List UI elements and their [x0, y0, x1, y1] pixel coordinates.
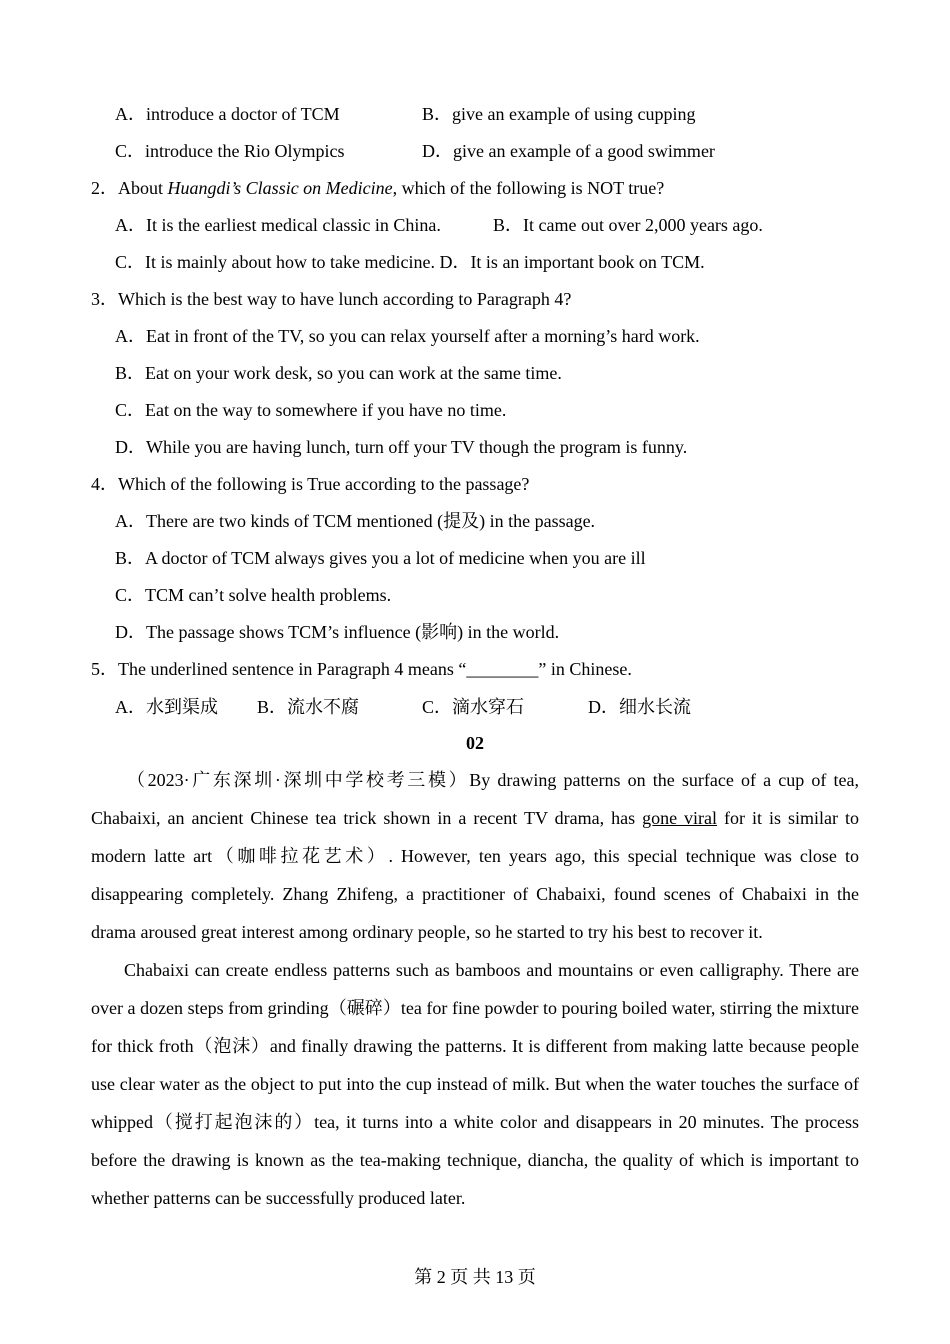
- q2-option-cd: C．It is mainly about how to take medicine. D．It is an important book on TCM.: [115, 252, 705, 272]
- q1-option-c: C．introduce the Rio Olympics: [115, 141, 345, 161]
- book-title: Huangdi’s Classic on Medicine: [167, 178, 393, 198]
- q5-option-d: D．细水长流: [588, 697, 691, 717]
- page-footer: 第 2 页 共 13 页: [414, 1267, 536, 1287]
- passage-paragraph-2: Chabaixi can create endless patterns such as bamboos and mountains or even calligraphy. There are over a dozen steps from grinding（碾碎）tea for fine powder to pouring boiled water, stirring the mixture for thick froth（泡沫）and finally drawing the patterns. It is different from making latte because people use clear water as the object to put into the cup instead of milk. But when the water touches the surface of whipped（搅打起泡沫的）tea, it turns into a white color and disappears in 20 minutes. The process before the drawing is known as the tea-making technique, diancha, the quality of which is important to whether patterns can be successfully produced later.: [91, 960, 859, 1208]
- q5-option-b: B．流水不腐: [257, 697, 360, 717]
- q3-option-d: D．While you are having lunch, turn off your TV though the program is funny.: [115, 437, 688, 457]
- q2-option-b: B．It came out over 2,000 years ago.: [493, 215, 763, 235]
- q1-option-b: B．give an example of using cupping: [422, 104, 696, 124]
- q2-stem: 2．About Huangdi’s Classic on Medicine, which of the following is NOT true?: [91, 178, 665, 198]
- q5-stem: 5．The underlined sentence in Paragraph 4 means “________” in Chinese.: [91, 659, 632, 679]
- underlined-phrase: gone viral: [642, 808, 718, 828]
- q3-option-b: B．Eat on your work desk, so you can work at the same time.: [115, 363, 562, 383]
- q4-stem: 4．Which of the following is True according to the passage?: [91, 474, 530, 494]
- q4-option-a: A．There are two kinds of TCM mentioned (提及) in the passage.: [115, 511, 596, 531]
- q1-option-d: D．give an example of a good swimmer: [422, 141, 715, 161]
- q4-option-d: D．The passage shows TCM’s influence (影响) in the world.: [115, 622, 560, 642]
- section-number: 02: [466, 733, 484, 753]
- q5-option-c: C．滴水穿石: [422, 697, 525, 717]
- q1-option-a: A．introduce a doctor of TCM: [115, 104, 340, 124]
- passage-paragraph-1: （2023·广东深圳·深圳中学校考三模）By drawing patterns on the surface of a cup of tea, Chabaixi, an ancient Chinese tea trick shown in a recent TV drama, has gone viral for it is similar to modern latte art（咖啡拉花艺术）. However, ten years ago, this special technique was close to disappearing completely. Zhang Zhifeng, a practitioner of Chabaixi, found scenes of Chabaixi in the drama aroused great interest among ordinary people, so he started to try his best to recover it.: [91, 770, 859, 942]
- q5-option-a: A．水到渠成: [115, 697, 218, 717]
- q2-option-a: A．It is the earliest medical classic in China.: [115, 215, 441, 235]
- q4-option-b: B．A doctor of TCM always gives you a lot of medicine when you are ill: [115, 548, 646, 568]
- q3-option-a: A．Eat in front of the TV, so you can relax yourself after a morning’s hard work.: [115, 326, 700, 346]
- q4-option-c: C．TCM can’t solve health problems.: [115, 585, 392, 605]
- q3-stem: 3．Which is the best way to have lunch according to Paragraph 4?: [91, 289, 572, 309]
- q3-option-c: C．Eat on the way to somewhere if you have no time.: [115, 400, 507, 420]
